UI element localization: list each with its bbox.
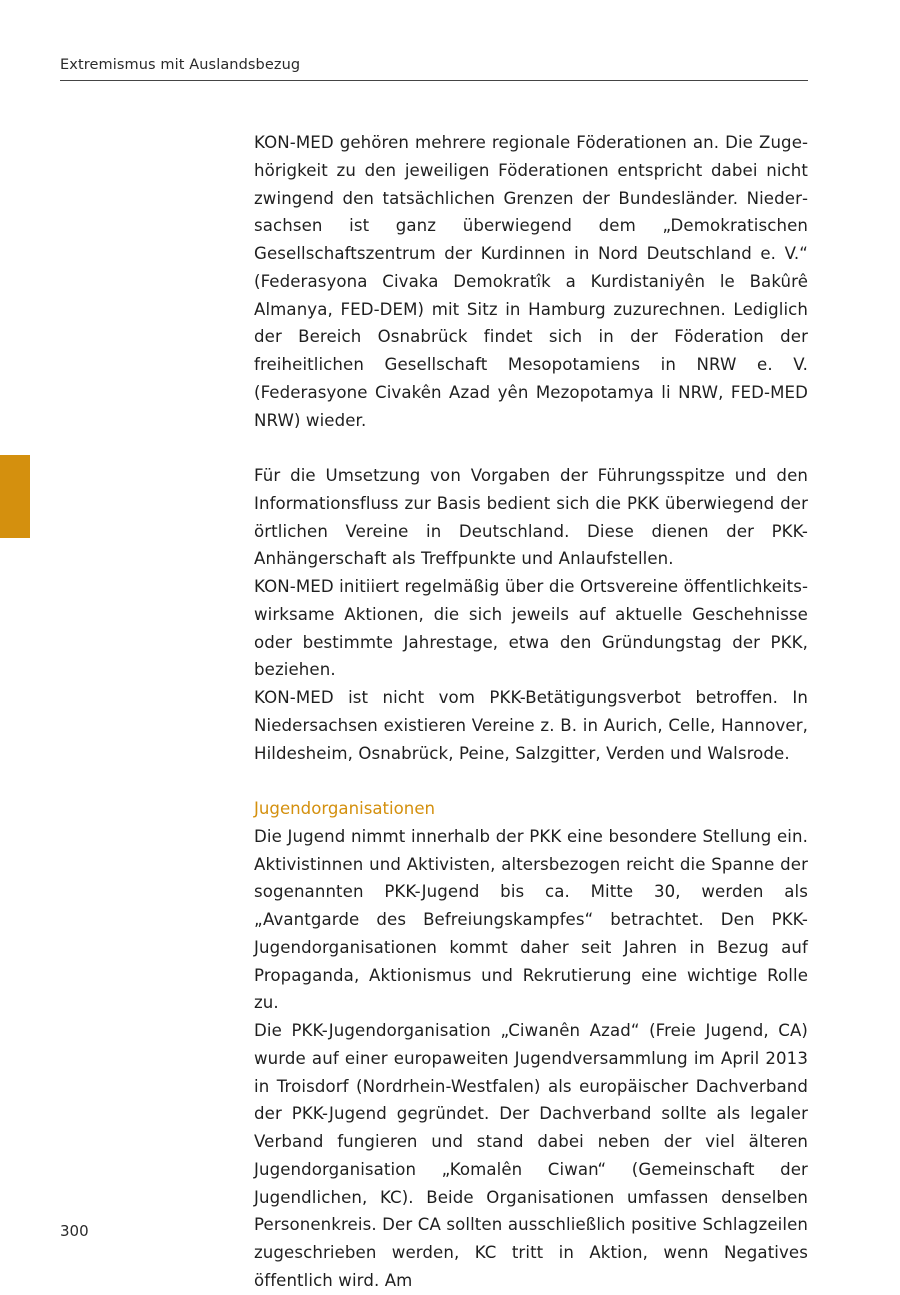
paragraph-gap xyxy=(254,767,808,795)
page-number: 300 xyxy=(60,1222,89,1240)
chapter-side-tab xyxy=(0,455,30,538)
paragraph-gap xyxy=(254,434,808,462)
section-heading-youth: Jugendorganisationen xyxy=(254,799,436,818)
paragraph-federations: KON-MED gehören mehrere regionale Föderationen an. Die Zugehörigkeit zu den jeweiligen Föderationen entspricht dabei nicht zwingend den tatsächlichen Grenzen der Bundesländer. Niedersachsen ist ganz überwiegend dem „Demokratischen Gesellschaftszentrum der Kurdinnen in Nord Deutschland e. V.“ (Federasyona Civaka Demokratîk a Kurdistaniyên le Bakûrê Almanya, FED-DEM) mit Sitz in Hamburg zuzurechnen. Lediglich der Bereich Osnabrück findet sich in der Föderation der freiheitlichen Gesellschaft Mesopotamiens in NRW e. V. (Federasyone Civakên Azad yên Mezopotamya li NRW, FED-MED NRW) wieder. xyxy=(254,133,808,430)
header-rule xyxy=(60,80,808,81)
paragraph-no-ban: KON-MED ist nicht vom PKK-Betätigungsverbot betroffen. In Niedersachsen existieren Vereine z. B. in Aurich, Celle, Hannover, Hildesheim, Osnabrück, Peine, Salzgitter, Verden und Walsrode. xyxy=(254,688,808,763)
paragraph-local-associations: Für die Umsetzung von Vorgaben der Führungsspitze und den Informationsfluss zur Basis bedient sich die PKK überwiegend der örtlichen Vereine in Deutschland. Diese dienen der PKK-Anhängerschaft als Treffpunkte und Anlaufstellen. xyxy=(254,466,808,569)
paragraph-actions: KON-MED initiiert regelmäßig über die Ortsvereine öffentlichkeitswirksame Aktionen, die sich jeweils auf aktuelle Geschehnisse oder bestimmte Jahrestage, etwa den Gründungstag der PKK, beziehen. xyxy=(254,577,808,680)
paragraph-youth-role: Die Jugend nimmt innerhalb der PKK eine besondere Stellung ein. Aktivistinnen und Aktivisten, altersbezogen reicht die Spanne der sogenannten PKK-Jugend bis ca. Mitte 30, werden als „Avantgarde des Befreiungskampfes“ betrachtet. Den PKK-Jugendorganisationen kommt daher seit Jahren in Bezug auf Propaganda, Aktionismus und Rekrutierung eine wichtige Rolle zu. xyxy=(254,826,808,1013)
paragraph-ciwanen-azad: Die PKK-Jugendorganisation „Ciwanên Azad“ (Freie Jugend, CA) wurde auf einer europaweiten Jugendversammlung im April 2013 in Troisdorf (Nordrhein-Westfalen) als europäischer Dachverband der PKK-Jugend gegründet. Der Dachverband sollte als legaler Verband fungieren und stand dabei neben der viel älteren Jugendorganisation „Komalên Ciwan“ (Gemeinschaft der Jugendlichen, KC). Beide Organisationen umfassen denselben Personenkreis. Der CA sollten ausschließlich positive Schlagzeilen zugeschrieben werden, KC tritt in Aktion, wenn Negatives öffentlich wird. Am xyxy=(254,1021,808,1290)
main-text-column xyxy=(254,129,808,1295)
running-header: Extremismus mit Auslandsbezug xyxy=(60,57,301,73)
